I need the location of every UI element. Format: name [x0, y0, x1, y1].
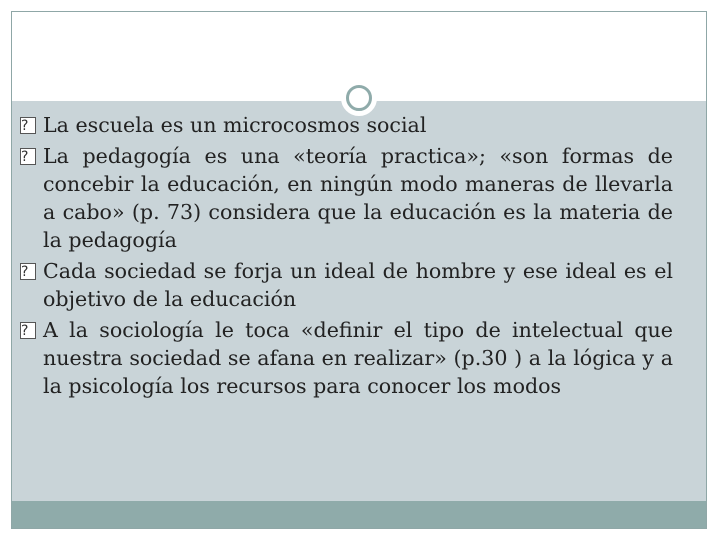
missing-glyph-box-icon [20, 117, 36, 134]
bullet-text: Cada sociedad se forja un ideal de hombre y ese ideal es el objetivo de la educación [43, 259, 673, 311]
missing-glyph-box-icon [20, 322, 36, 339]
bullet-item [20, 142, 673, 254]
bullet-text: A la sociología le toca «definir el tipo de intelectual que nuestra sociedad se afana en realizar» (p.30 ) a la lógica y a la psicología los recursos para conocer los modos [43, 318, 673, 398]
bullet-item [20, 111, 673, 139]
bullet-item [20, 316, 673, 400]
bullet-list [20, 111, 673, 403]
bullet-text: La escuela es un microcosmos social [43, 113, 427, 137]
bullet-text: La pedagogía es una «teoría practica»; «son formas de concebir la educación, en ningún modo maneras de llevarla a cabo» (p. 73) considera que la educación es la materia de la pedagogía [43, 144, 673, 252]
bullet-item [20, 257, 673, 313]
missing-glyph-box-icon [20, 148, 36, 165]
footer-bar [12, 501, 706, 529]
missing-glyph-box-icon [20, 263, 36, 280]
